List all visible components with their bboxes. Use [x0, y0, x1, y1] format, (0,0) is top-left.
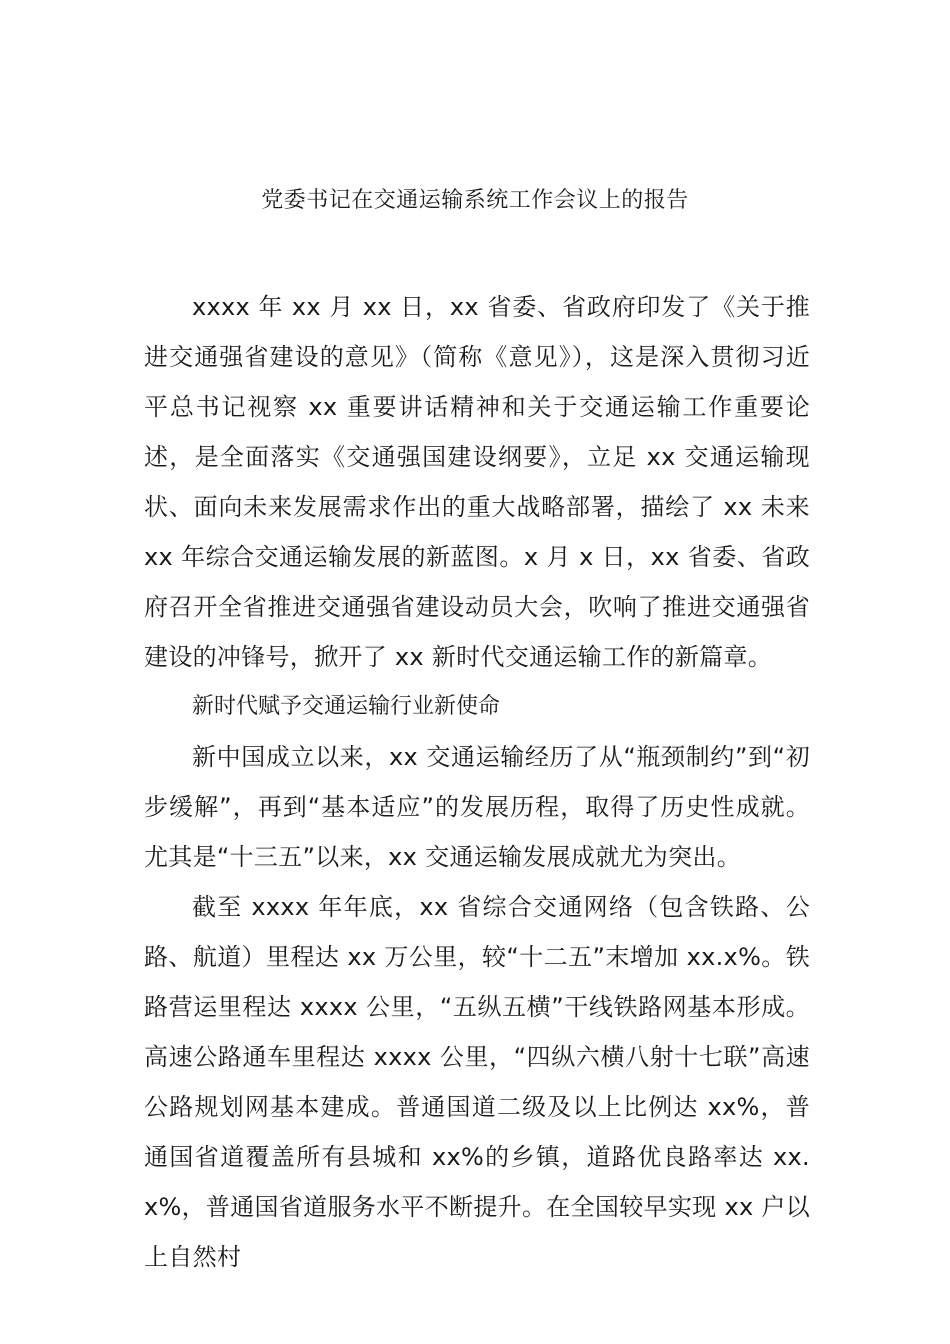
- section-heading: 新时代赋予交通运输行业新使命: [192, 694, 501, 719]
- paragraph-3: 截至 xxxx 年年底，xx 省综合交通网络（包含铁路、公路、航道）里程达 xx 万公里，较“十二五”末增加 xx.x%。铁路营运里程达 xxxx 公里，“五纵五横”干线铁路网基本形成。高速公路通车里程达 xxxx 公里，“四纵六横八射十七联”高速公路规划网基本建成。普通国道二级及以上比例达 xx%，普通国省道覆盖所有县城和 xx%的乡镇，道路优良路率达 xx.x%，普通国省道服务水平不断提升。在全国较早实现 xx 户以上自然村: [144, 893, 810, 1271]
- document-title: 党委书记在交通运输系统工作会议上的报告: [261, 188, 689, 213]
- document-body: [144, 282, 810, 1282]
- paragraph-2: 新中国成立以来，xx 交通运输经历了从“瓶颈制约”到“初步缓解”，再到“基本适应”的发展历程，取得了历史性成就。尤其是“十三五”以来，xx 交通运输发展成就尤为突出。: [144, 743, 810, 871]
- paragraph-1: xxxx 年 xx 月 xx 日，xx 省委、省政府印发了《关于推进交通强省建设的意见》（简称《意见》），这是深入贯彻习近平总书记视察 xx 重要讲话精神和关于交通运输工作重要论述，是全面落实《交通强国建设纲要》，立足 xx 交通运输现状、面向未来发展需求作出的重大战略部署，描绘了 xx 未来 xx 年综合交通运输发展的新蓝图。x 月 x 日，xx 省委、省政府召开全省推进交通强省建设动员大会，吹响了推进交通强省建设的冲锋号，掀开了 xx 新时代交通运输工作的新篇章。: [144, 293, 810, 671]
